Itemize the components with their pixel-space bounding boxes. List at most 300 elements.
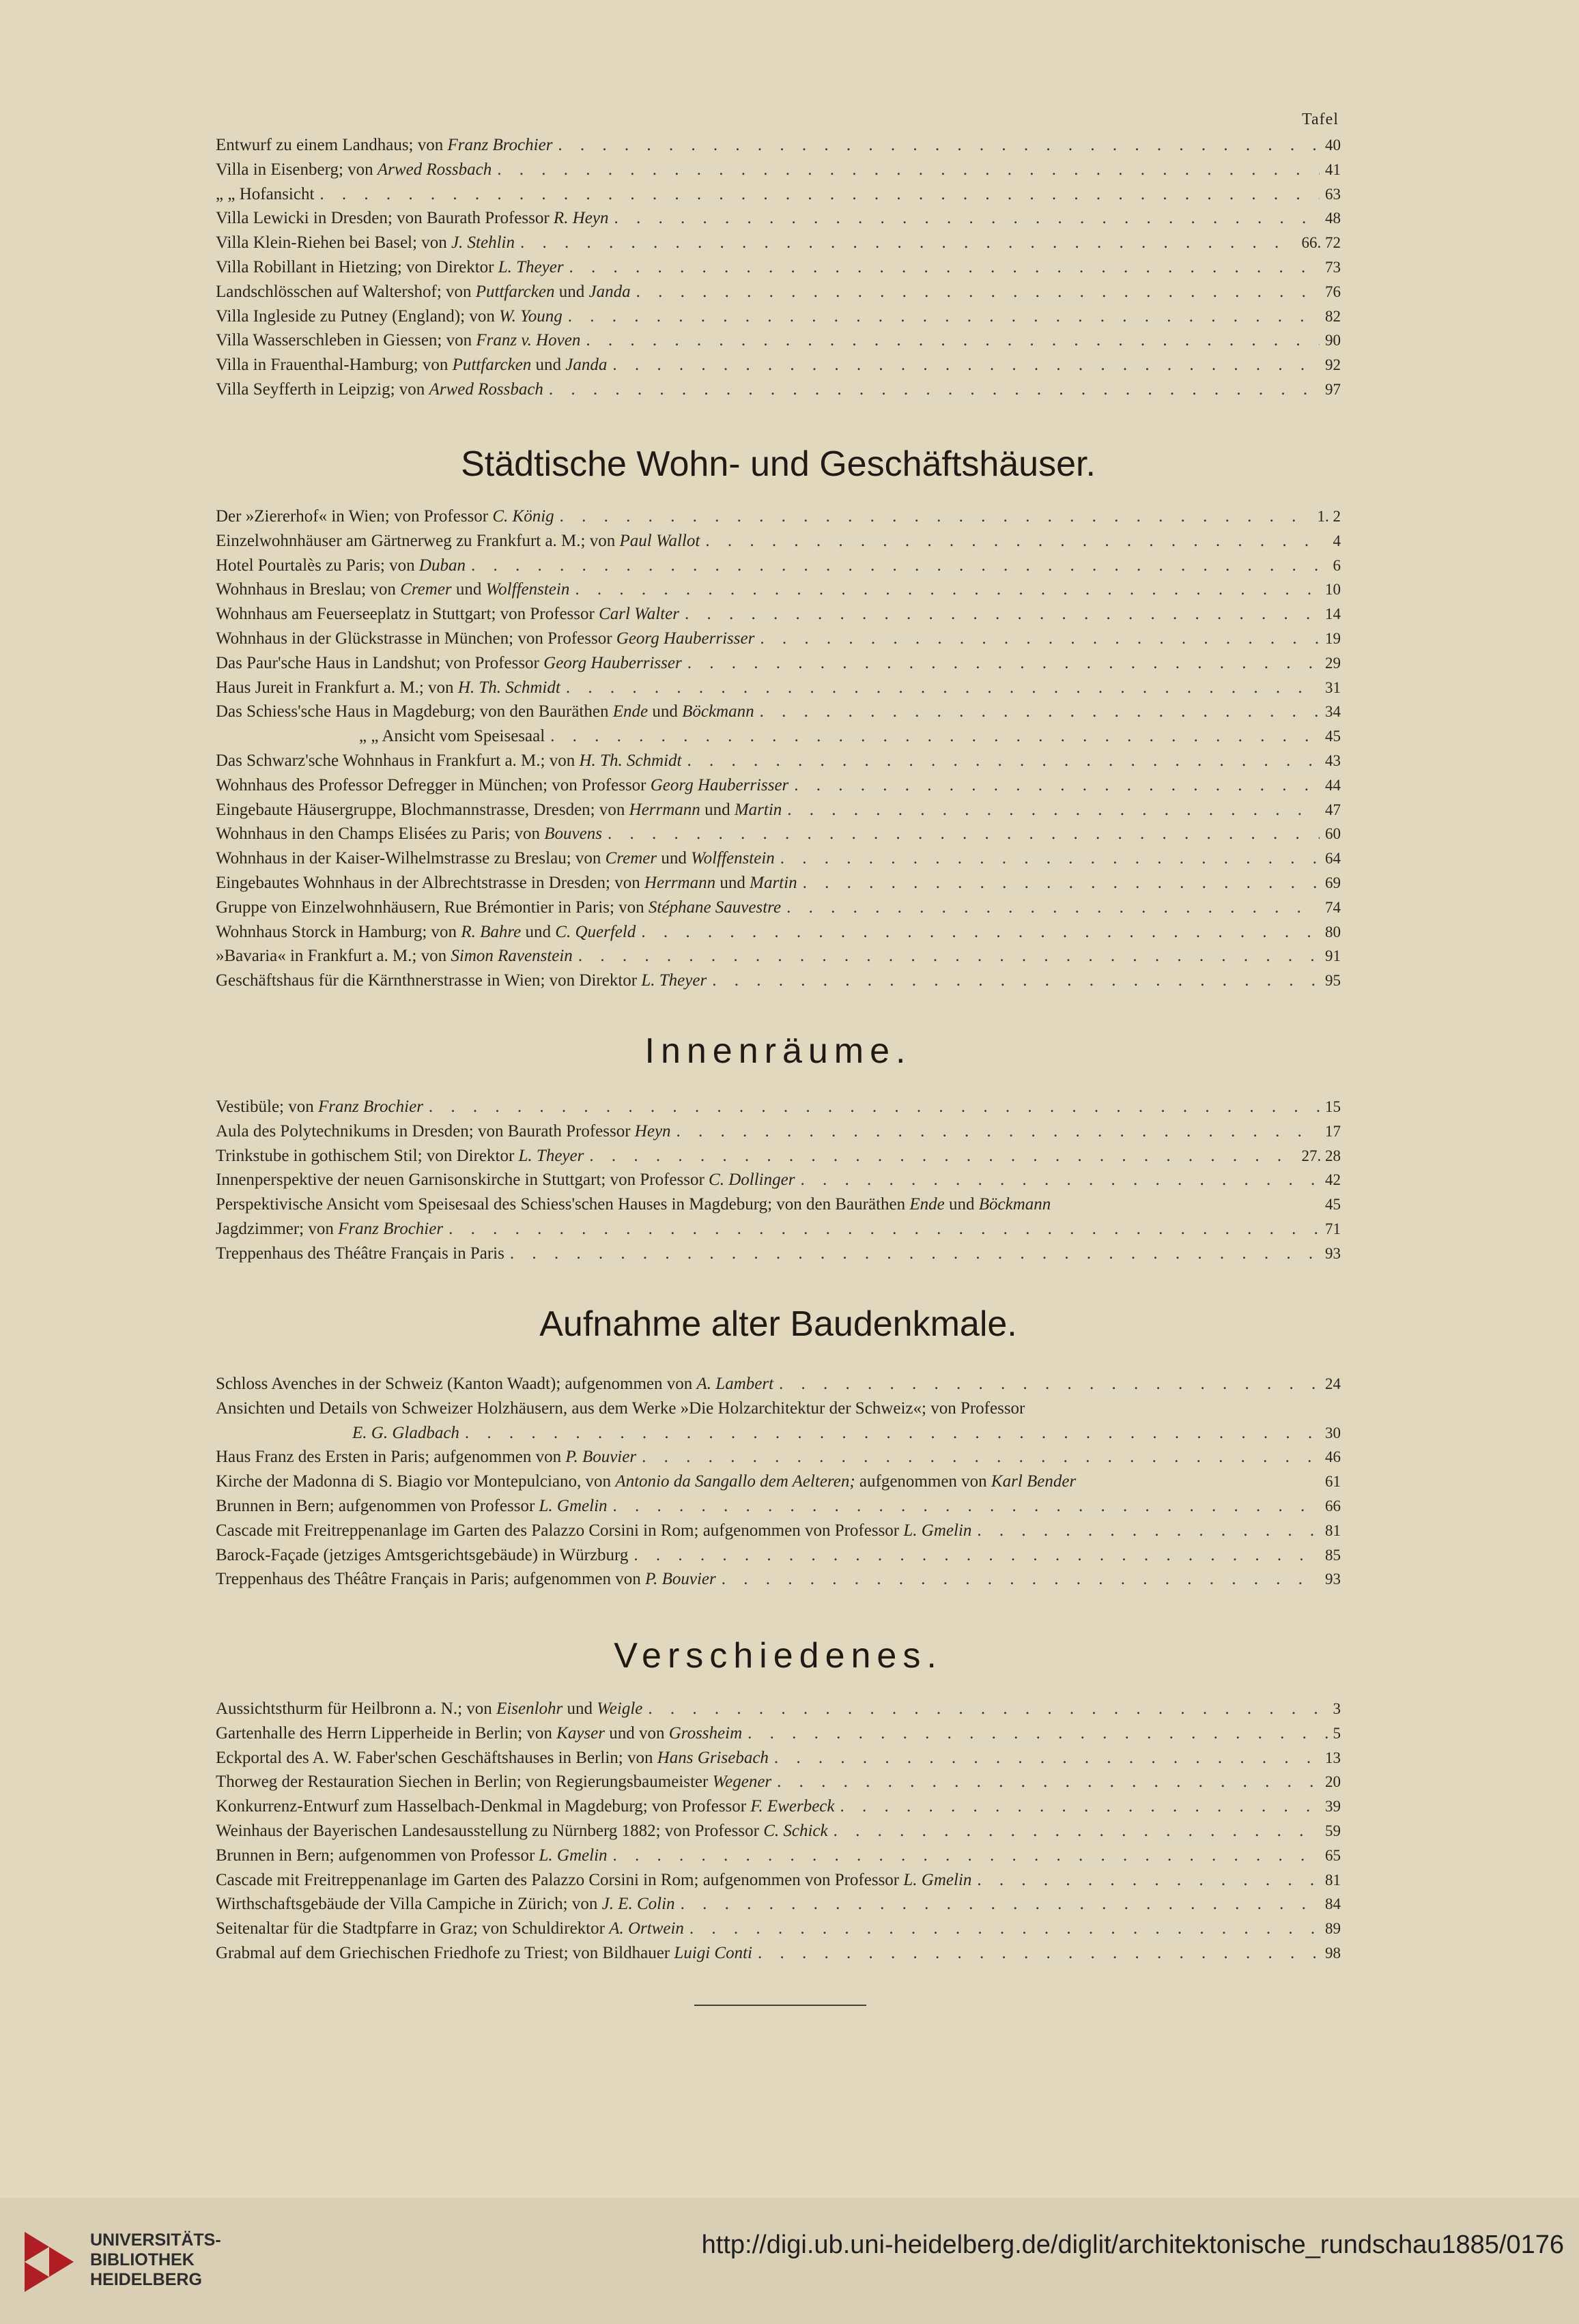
dot-leader: [612, 353, 1320, 377]
toc-entry-plate-number: 20: [1325, 1773, 1341, 1791]
dot-leader: [575, 577, 1320, 602]
toc-entry: [216, 1494, 1341, 1519]
toc-entry-author: P. Bouvier: [645, 1570, 716, 1589]
toc-entry-text: Hotel Pourtalès zu Paris; von: [216, 556, 419, 575]
toc-entry-plate-number: 66: [1325, 1497, 1341, 1515]
dot-leader: [689, 1917, 1320, 1941]
toc-entry-text: »Bavaria« in Frankfurt a. M.; von: [216, 947, 451, 966]
toc-entry-author: L. Theyer: [518, 1146, 584, 1165]
toc-entry: [216, 1396, 1341, 1421]
toc-entry-title: [216, 1421, 459, 1446]
dot-leader: [558, 133, 1320, 158]
toc-entry-author: Georg Hauberrisser: [650, 775, 789, 794]
dot-leader: [614, 206, 1320, 231]
toc-entry-text: Treppenhaus des Théâtre Français in Paris: [216, 1244, 504, 1263]
toc-entry: [216, 1119, 1341, 1144]
toc-entry-plate-number: 61: [1325, 1473, 1341, 1491]
toc-entry-text: Brunnen in Bern; aufgenommen von Professor: [216, 1846, 539, 1865]
toc-entry-author: Martin: [734, 800, 782, 819]
toc-entry: [216, 231, 1341, 255]
toc-entry: [216, 182, 1341, 207]
toc-entry-text: aufgenommen von: [855, 1472, 991, 1491]
toc-entry-title: [216, 1941, 752, 1966]
toc-entry-title: [216, 280, 631, 304]
dot-leader: [449, 1217, 1320, 1242]
toc-entry-plate-number: 19: [1325, 629, 1341, 647]
toc-entry-plate-number: 76: [1325, 283, 1341, 300]
toc-entry-author: L. Gmelin: [903, 1870, 972, 1889]
toc-entry-author: Arwed Rossbach: [429, 379, 543, 399]
toc-entry: [216, 1242, 1341, 1266]
toc-entry-title: [216, 1095, 423, 1119]
toc-entry-author: Franz Brochier: [338, 1219, 444, 1238]
toc-entry-title: [216, 1697, 642, 1721]
toc-entry-title: [216, 700, 754, 724]
section-title-aufnahme: Aufnahme alter Baudenkmale.: [539, 1304, 1017, 1344]
toc-entry-title: [216, 529, 700, 554]
dot-leader: [977, 1868, 1320, 1893]
toc-entry-plate-number: 97: [1325, 380, 1341, 398]
toc-entry-text: Villa Seyfferth in Leipzig; von: [216, 379, 429, 399]
toc-entry-title: [216, 255, 564, 280]
toc-entry: [216, 158, 1341, 182]
toc-entry-title: [216, 651, 682, 676]
toc-entry-author: Antonio da Sangallo dem Aelteren;: [615, 1472, 855, 1491]
dot-leader: [613, 1494, 1320, 1519]
toc-entry-plate-number: 90: [1325, 332, 1341, 349]
toc-entry-author: L. Theyer: [498, 257, 564, 276]
toc-entry-text: Villa in Frauenthal-Hamburg; von: [216, 356, 453, 375]
dot-leader: [566, 676, 1320, 700]
toc-entry-author: Franz Brochier: [447, 136, 553, 154]
toc-entry-author: Franz v. Hoven: [476, 331, 581, 350]
toc-entry-author: Simon Ravenstein: [451, 947, 573, 966]
toc-entry-plate-number: 6: [1333, 556, 1341, 574]
toc-entry-title: [216, 1372, 773, 1396]
toc-entry-plate-number: 17: [1325, 1122, 1341, 1140]
toc-entry: [216, 1421, 1341, 1446]
toc-entry-author: W. Young: [499, 306, 563, 326]
toc-entry-text: Schloss Avenches in der Schweiz (Kanton Waadt); aufgenommen von: [216, 1375, 697, 1393]
dot-leader: [613, 1844, 1320, 1868]
dot-leader: [712, 969, 1320, 993]
toc-entry-text: Wohnhaus in der Glückstrasse in München; von Professor: [216, 629, 616, 648]
toc-entry-text: Wirthschaftsgebäude der Villa Campiche in Zürich; von: [216, 1895, 602, 1914]
toc-entry-text: Villa Robillant in Hietzing; von Direktor: [216, 257, 498, 276]
toc-entry-text: und: [700, 800, 735, 819]
toc-entry-plate-number: 71: [1325, 1220, 1341, 1237]
toc-entry: [216, 1168, 1341, 1192]
toc-entry-plate-number: 69: [1325, 874, 1341, 891]
toc-entry-title: [216, 773, 788, 798]
toc-entry-plate-number: 47: [1325, 801, 1341, 818]
toc-entry-text: Thorweg der Restauration Siechen in Berlin; von Regierungsbaumeister: [216, 1773, 713, 1792]
toc-entry-author: Puttfarcken: [452, 356, 532, 375]
toc-entry-author: A. Ortwein: [609, 1919, 684, 1938]
toc-entry-title: [216, 1819, 828, 1844]
toc-entry-text: Wohnhaus des Professor Defregger in München; von Professor: [216, 775, 651, 794]
toc-entry-author: Wolffenstein: [691, 849, 775, 868]
toc-entry-plate-number: 15: [1325, 1098, 1341, 1115]
section-staedtische-list: [216, 504, 1341, 993]
toc-entry-plate-number: 34: [1325, 703, 1341, 721]
toc-entry-title: [216, 231, 515, 255]
toc-entry: [216, 895, 1341, 920]
toc-entry-author: Böckmann: [978, 1195, 1051, 1214]
toc-entry-author: Hans Grisebach: [657, 1748, 769, 1767]
section-title-innenraeume: Innenräume.: [644, 1031, 912, 1071]
toc-entry-author: Stéphane Sauvestre: [648, 898, 782, 917]
toc-entry-author: J. Stehlin: [451, 233, 515, 253]
toc-entry-text: Wohnhaus Storck in Hamburg; von: [216, 922, 461, 941]
toc-entry-text: Landschlösschen auf Waltershof; von: [216, 282, 476, 301]
library-name-line2: BIBLIOTHEK: [90, 2250, 195, 2269]
toc-entry-plate-number: 41: [1325, 160, 1341, 178]
toc-entry-author: Karl Bender: [991, 1472, 1077, 1491]
dot-leader: [834, 1819, 1320, 1844]
toc-entry-title: [216, 1543, 628, 1568]
dot-leader: [687, 651, 1320, 676]
toc-entry: [216, 1469, 1341, 1494]
toc-entry-text: Villa Klein-Riehen bei Basel; von: [216, 233, 451, 253]
dot-leader: [586, 328, 1320, 353]
toc-entry-title: [216, 158, 492, 182]
toc-entry: [216, 1794, 1341, 1819]
toc-entry-text: Ansichten und Details von Schweizer Holzhäusern, aus dem Werke »Die Holzarchitektur der Schweiz«; von Professor: [216, 1398, 1025, 1418]
dot-leader: [760, 700, 1320, 724]
toc-entry-plate-number: 73: [1325, 258, 1341, 276]
toc-entry-author: Wolffenstein: [485, 580, 570, 599]
dot-leader: [465, 1421, 1320, 1446]
toc-entry-author: Weigle: [597, 1699, 643, 1718]
dot-leader: [787, 798, 1320, 822]
dot-leader: [687, 749, 1320, 773]
toc-entry-title: [216, 328, 580, 353]
toc-entry-plate-number: 14: [1325, 605, 1341, 623]
dot-leader: [780, 846, 1320, 871]
toc-entry-text: Grabmal auf dem Griechischen Friedhofe zu Triest; von Bildhauer: [216, 1943, 674, 1962]
dot-leader: [560, 504, 1312, 529]
toc-entry-title: [216, 920, 636, 945]
toc-entry-title: [216, 353, 607, 377]
toc-entry-author: C. König: [492, 507, 554, 526]
toc-entry-title: [216, 1119, 671, 1144]
toc-entry-text: Gartenhalle des Herrn Lipperheide in Berlin; von: [216, 1723, 557, 1742]
toc-entry-text: Villa Ingleside zu Putney (England); von: [216, 306, 500, 326]
toc-entry-text: Wohnhaus in der Kaiser-Wilhelmstrasse zu Breslau; von: [216, 849, 606, 868]
toc-entry: [216, 846, 1341, 871]
toc-entry-title: [216, 798, 782, 822]
dot-leader: [648, 1697, 1327, 1721]
toc-entry: [216, 577, 1341, 602]
toc-entry-plate-number: 42: [1325, 1171, 1341, 1189]
toc-entry-author: C. Dollinger: [709, 1171, 795, 1190]
toc-entry-author: Puttfarcken: [475, 282, 555, 301]
toc-entry-plate-number: 81: [1325, 1871, 1341, 1889]
toc-entry-plate-number: 65: [1325, 1846, 1341, 1864]
toc-entry-plate-number: 93: [1325, 1244, 1341, 1262]
toc-entry-plate-number: 48: [1325, 210, 1341, 227]
toc-entry-title: [216, 133, 552, 158]
toc-entry-text: Treppenhaus des Théâtre Français in Paris; aufgenommen von: [216, 1570, 646, 1589]
toc-entry-title: [216, 1144, 584, 1168]
toc-entry-author: Janda: [588, 282, 631, 301]
toc-entry-author: Cremer: [605, 849, 657, 868]
toc-entry-plate-number: 13: [1325, 1749, 1341, 1766]
toc-entry-author: J. E. Colin: [601, 1895, 675, 1914]
toc-entry: [216, 627, 1341, 651]
tafel-column-heading: Tafel: [1302, 111, 1339, 128]
toc-entry-text: Wohnhaus in den Champs Elisées zu Paris; von: [216, 824, 545, 844]
dot-leader: [677, 1119, 1320, 1144]
toc-entry: [216, 255, 1341, 280]
toc-entry-author: C. Schick: [763, 1821, 828, 1840]
toc-entry: [216, 1746, 1341, 1770]
toc-entry: [216, 1445, 1341, 1469]
section-innenraeume-list: [216, 1095, 1341, 1266]
toc-entry-plate-number: 44: [1325, 776, 1341, 794]
toc-entry-author: Franz Brochier: [318, 1098, 423, 1116]
dot-leader: [779, 1372, 1320, 1396]
toc-entry: [216, 676, 1341, 700]
dot-leader: [760, 627, 1320, 651]
toc-entry: [216, 1770, 1341, 1794]
dot-leader: [777, 1770, 1320, 1794]
toc-entry-text: und: [554, 282, 589, 301]
toc-entry-author: Georg Hauberrisser: [616, 629, 755, 648]
toc-entry-title: [216, 871, 797, 895]
toc-entry-text: Villa Lewicki in Dresden; von Baurath Professor: [216, 209, 554, 228]
toc-entry-text: und: [451, 580, 486, 599]
toc-entry-text: und: [944, 1195, 979, 1214]
toc-entry-plate-number: 29: [1325, 654, 1341, 672]
dot-leader: [589, 1144, 1296, 1168]
toc-entry-text: Vestibüle; von: [216, 1098, 318, 1116]
toc-entry: [216, 1519, 1341, 1543]
library-name: [90, 2230, 221, 2290]
toc-entry-title: [216, 1168, 795, 1192]
toc-entry-plate-number: 45: [1325, 1196, 1341, 1214]
toc-entry-text: Wohnhaus in Breslau; von: [216, 580, 401, 599]
toc-entry: [216, 1217, 1341, 1242]
dot-leader: [758, 1941, 1320, 1966]
toc-entry-title: [216, 602, 679, 627]
toc-entry-text: und: [648, 702, 683, 721]
toc-entry-title: [216, 1396, 1025, 1421]
toc-entry-author: Heyn: [634, 1121, 671, 1141]
toc-entry: [216, 133, 1341, 158]
toc-entry-text: Eingebaute Häusergruppe, Blochmannstrasse, Dresden; von: [216, 800, 629, 819]
toc-entry-author: Carl Walter: [599, 605, 679, 624]
toc-entry-author: E. G. Gladbach: [352, 1423, 459, 1442]
toc-entry-title: [216, 944, 573, 969]
dot-leader: [803, 871, 1320, 895]
toc-entry: [216, 1697, 1341, 1721]
toc-entry-plate-number: 93: [1325, 1570, 1341, 1588]
toc-entry-plate-number: 80: [1325, 923, 1341, 941]
toc-entry-title: [216, 1192, 1051, 1217]
toc-entry-text: und: [531, 356, 566, 375]
toc-entry-plate-number: 60: [1325, 825, 1341, 843]
toc-entry-author: F. Ewerbeck: [750, 1797, 835, 1816]
toc-entry-text: Aula des Polytechnikums in Dresden; von Baurath Professor: [216, 1121, 635, 1141]
dot-leader: [550, 724, 1320, 749]
toc-entry-author: Luigi Conti: [674, 1943, 752, 1962]
toc-entry-author: Böckmann: [682, 702, 754, 721]
toc-entry-title: [216, 969, 707, 993]
library-name-line1: UNIVERSITÄTS-: [90, 2230, 221, 2250]
toc-entry-plate-number: 43: [1325, 751, 1341, 769]
toc-entry-author: R. Heyn: [553, 209, 609, 228]
toc-entry: [216, 724, 1341, 749]
toc-entry-title: [216, 554, 466, 578]
toc-entry: [216, 920, 1341, 945]
toc-entry-author: L. Gmelin: [903, 1521, 972, 1540]
toc-entry-text: „ „ Ansicht vom Speisesaal: [359, 727, 545, 746]
toc-entry-text: Konkurrenz-Entwurf zum Hasselbach-Denkmal in Magdeburg; von Professor: [216, 1797, 751, 1816]
closing-rule: [694, 2005, 866, 2006]
toc-entry-plate-number: 84: [1325, 1895, 1341, 1913]
toc-entry-author: H. Th. Schmidt: [579, 751, 682, 770]
toc-entry-text: Cascade mit Freitreppenanlage im Garten des Palazzo Corsini in Rom; aufgenommen von Professor: [216, 1870, 904, 1889]
toc-entry-title: [216, 724, 545, 749]
toc-entry: [216, 1819, 1341, 1844]
toc-entry-text: Seitenaltar für die Stadtpfarre in Graz; von Schuldirektor: [216, 1919, 610, 1938]
toc-entry-text: Trinkstube in gothischem Stil; von Direktor: [216, 1146, 519, 1165]
toc-entry-plate-number: 1. 2: [1317, 508, 1341, 525]
toc-entry-plate-number: 24: [1325, 1375, 1341, 1392]
toc-entry-title: [216, 676, 560, 700]
dot-leader: [634, 1543, 1320, 1568]
toc-entry-title: [216, 1519, 971, 1543]
toc-entry-text: Geschäftshaus für die Kärnthnerstrasse in Wien; von Direktor: [216, 971, 642, 990]
toc-entry-author: Janda: [565, 356, 608, 375]
toc-entry-text: Das Schwarz'sche Wohnhaus in Frankfurt a. M.; von: [216, 751, 580, 770]
dot-leader: [977, 1519, 1320, 1543]
source-url[interactable]: http://digi.ub.uni-heidelberg.de/diglit/architektonische_rundschau1885/0176: [701, 2230, 1564, 2259]
dot-leader: [636, 280, 1320, 304]
toc-entry-text: Jagdzimmer; von: [216, 1219, 339, 1238]
toc-entry-title: [216, 627, 754, 651]
dot-leader: [578, 944, 1320, 969]
toc-entry-title: [216, 1844, 608, 1868]
toc-entry-title: [216, 1445, 636, 1469]
toc-entry: [216, 602, 1341, 627]
toc-entry-author: Georg Hauberrisser: [543, 653, 682, 672]
toc-entry-text: Entwurf zu einem Landhaus; von: [216, 136, 448, 154]
toc-entry-author: L. Theyer: [641, 971, 707, 990]
toc-entry: [216, 328, 1341, 353]
toc-entry: [216, 822, 1341, 846]
toc-entry-text: Das Schiess'sche Haus in Magdeburg; von den Bauräthen: [216, 702, 613, 721]
dot-leader: [800, 1168, 1320, 1192]
toc-entry-plate-number: 27. 28: [1301, 1147, 1341, 1164]
toc-entry-title: [216, 1469, 1076, 1494]
toc-entry: [216, 1844, 1341, 1868]
toc-entry-author: H. Th. Schmidt: [457, 678, 560, 697]
toc-entry-text: Gruppe von Einzelwohnhäusern, Rue Brémontier in Paris; von: [216, 898, 649, 917]
toc-entry-text: Brunnen in Bern; aufgenommen von Professor: [216, 1496, 539, 1515]
toc-entry-text: Einzelwohnhäuser am Gärtnerweg zu Frankfurt a. M.; von: [216, 531, 620, 550]
toc-entry-title: [216, 1567, 716, 1592]
toc-entry-text: und: [715, 873, 750, 892]
toc-entry-text: Villa in Eisenberg; von: [216, 160, 378, 179]
toc-entry-title: [216, 1494, 608, 1519]
toc-entry: [216, 377, 1341, 402]
toc-entry: [216, 504, 1341, 529]
toc-entry-text: und: [657, 849, 692, 868]
toc-entry: [216, 1192, 1341, 1217]
toc-entry-text: und von: [604, 1723, 669, 1742]
dot-leader: [497, 158, 1320, 182]
toc-entry-title: [216, 1917, 684, 1941]
dot-leader: [569, 255, 1320, 280]
toc-entry-plate-number: 91: [1325, 947, 1341, 965]
toc-entry-title: [216, 206, 608, 231]
dot-leader: [520, 231, 1296, 255]
toc-entry-title: [216, 895, 781, 920]
toc-entry-author: Arwed Rossbach: [377, 160, 492, 179]
section-villen-list: [216, 133, 1341, 402]
toc-entry-author: R. Bahre: [461, 922, 522, 941]
toc-entry-text: Weinhaus der Bayerischen Landesausstellung zu Nürnberg 1882; von Professor: [216, 1821, 764, 1840]
toc-entry-text: Eckportal des A. W. Faber'schen Geschäftshauses in Berlin; von: [216, 1748, 657, 1767]
toc-entry-text: und: [563, 1699, 597, 1718]
dot-leader: [685, 602, 1320, 627]
toc-entry-author: L. Gmelin: [539, 1846, 608, 1865]
dot-leader: [681, 1892, 1320, 1917]
toc-entry: [216, 969, 1341, 993]
dot-leader: [705, 529, 1327, 554]
toc-entry-author: Martin: [750, 873, 797, 892]
toc-entry-author: Ende: [612, 702, 649, 721]
toc-entry: [216, 1941, 1341, 1966]
toc-entry-author: C. Querfeld: [555, 922, 636, 941]
toc-entry-author: Kayser: [556, 1723, 605, 1742]
toc-entry: [216, 798, 1341, 822]
toc-entry-title: [216, 1892, 675, 1917]
toc-entry-plate-number: 95: [1325, 972, 1341, 990]
toc-entry-title: [216, 1746, 769, 1770]
toc-entry-text: Haus Jureit in Frankfurt a. M.; von: [216, 678, 458, 697]
toc-entry-plate-number: 30: [1325, 1424, 1341, 1441]
toc-entry: [216, 529, 1341, 554]
toc-entry-plate-number: 31: [1325, 678, 1341, 696]
toc-entry-plate-number: 85: [1325, 1546, 1341, 1564]
toc-entry-plate-number: 92: [1325, 356, 1341, 374]
toc-entry: [216, 1372, 1341, 1396]
toc-entry-author: Duban: [418, 556, 466, 575]
toc-entry-plate-number: 59: [1325, 1822, 1341, 1839]
toc-entry: [216, 944, 1341, 969]
toc-entry-plate-number: 3: [1333, 1700, 1341, 1717]
toc-entry-plate-number: 39: [1325, 1798, 1341, 1816]
dot-leader: [568, 304, 1320, 329]
toc-entry-title: [216, 1242, 504, 1266]
toc-entry-text: „ „ Hofansicht: [216, 184, 315, 203]
toc-entry-text: Der »Ziererhof« in Wien; von Professor: [216, 507, 493, 526]
dot-leader: [748, 1721, 1327, 1746]
dot-leader: [786, 895, 1320, 920]
toc-entry: [216, 554, 1341, 578]
toc-entry-title: [216, 377, 543, 402]
dot-leader: [319, 182, 1320, 207]
toc-entry: [216, 773, 1341, 798]
toc-entry-text: Perspektivische Ansicht vom Speisesaal des Schiess'schen Hauses in Magdeburg; von den Bauräthen: [216, 1195, 910, 1214]
toc-entry: [216, 304, 1341, 329]
toc-entry: [216, 700, 1341, 724]
toc-entry-text: Aussichtsthurm für Heilbronn a. N.; von: [216, 1699, 497, 1718]
